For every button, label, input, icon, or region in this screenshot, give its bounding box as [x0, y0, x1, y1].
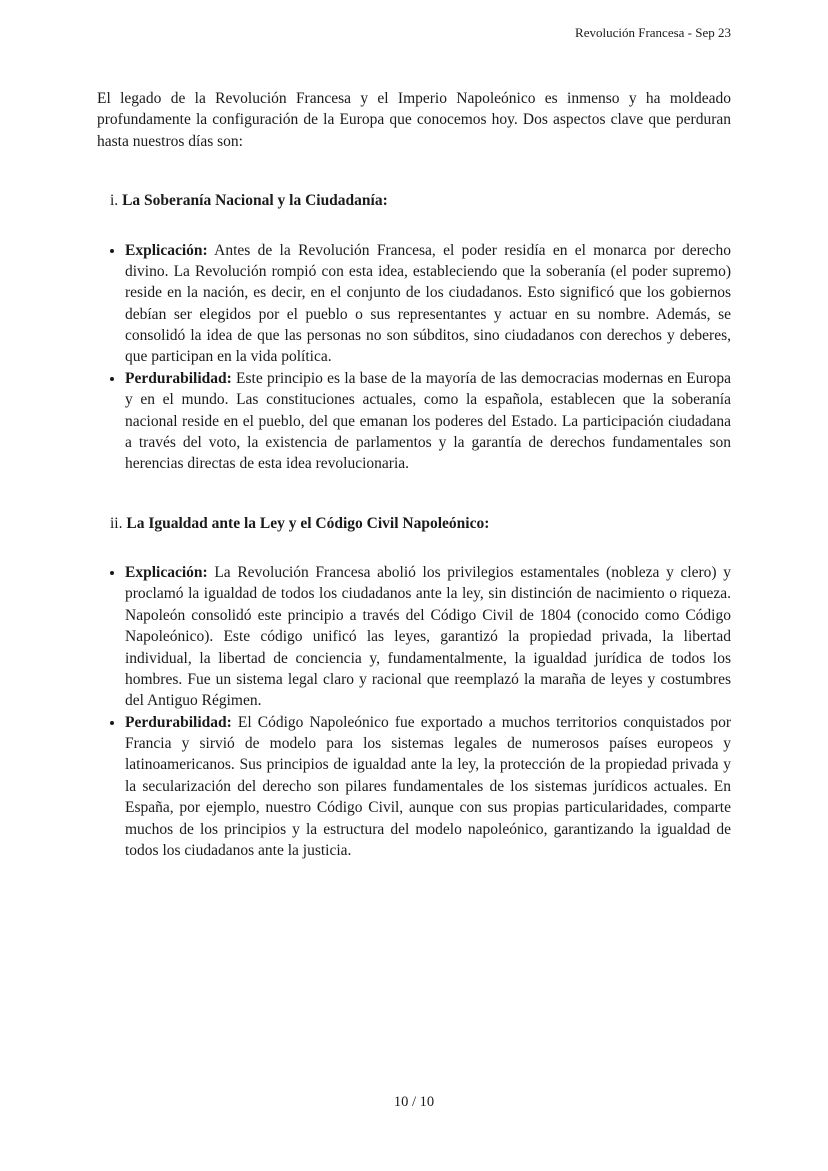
bullet-text: La Revolución Francesa abolió los privilegios estamentales (nobleza y clero) y proclamó la igualdad de todos los ciudadanos ante la ley, sin distinción de nacimiento o riqueza. Napoleón consolidó este principio a través del Código Civil de 1804 (conocido como Código Napoleónico). Este código unificó las leyes, garantizó la propiedad privada, la libertad individual, la libertad de conciencia y, fundamentalmente, la igualdad jurídica de todos los hombres. Fue un sistema legal claro y racional que reemplazó la maraña de leyes y costumbres del Antiguo Régimen.: [125, 564, 731, 710]
bullet-text: Antes de la Revolución Francesa, el poder residía en el monarca por derecho divino. La Revolución rompió con esta idea, estableciendo que la soberanía (el poder supremo) reside en la nación, es decir, en el conjunto de los ciudadanos. Esto significó que los gobiernos debían ser elegidos por el pueblo o sus representantes y actuar en su nombre. Además, se consolidó la idea de que las personas no son súbditos, sino ciudadanos con derechos y deberes, que participan en la vida política.: [125, 241, 731, 366]
page-footer: [0, 1092, 828, 1112]
bullet-item: [125, 368, 731, 475]
section-title: La Soberanía Nacional y la Ciudadanía:: [122, 192, 388, 210]
section-number: ii.: [110, 514, 123, 532]
section-equality: [97, 513, 731, 862]
page-number: 10 / 10: [393, 1094, 435, 1110]
bullet-item: [125, 712, 731, 862]
bullet-label: Explicación:: [125, 241, 208, 259]
bullet-label: Explicación:: [125, 564, 208, 581]
section-heading: [97, 513, 731, 534]
bullet-list: [97, 562, 731, 861]
bullet-label: Perdurabilidad:: [125, 713, 232, 731]
bullet-list: [97, 240, 731, 475]
section-sovereignty: [97, 190, 731, 475]
document-content: [97, 88, 731, 861]
section-number: i.: [110, 192, 119, 210]
bullet-item: [125, 562, 731, 712]
page-header: [97, 24, 731, 42]
bullet-item: [125, 240, 731, 368]
intro-paragraph: El legado de la Revolución Francesa y el Imperio Napoleónico es inmenso y ha moldeado profundamente la configuración de la Europa que conocemos hoy. Dos aspectos clave que perduran hasta nuestros días son:: [97, 90, 731, 150]
section-heading: [97, 190, 731, 211]
bullet-text: El Código Napoleónico fue exportado a muchos territorios conquistados por Francia y sirvió de modelo para los sistemas legales de numerosos países europeos y latinoamericanos. Sus principios de igualdad ante la ley, la protección de la propiedad privada y la secularización del derecho son pilares fundamentales de los sistemas jurídicos actuales. En España, por ejemplo, nuestro Código Civil, aunque con sus propias particularidades, comparte muchos de los principios y la estructura del modelo napoleónico, garantizando la igualdad de todos los ciudadanos ante la justicia.: [125, 713, 732, 859]
header-title: Revolución Francesa - Sep 23: [575, 25, 731, 40]
section-title: La Igualdad ante la Ley y el Código Civil Napoleónico:: [126, 514, 490, 532]
bullet-text: Este principio es la base de la mayoría de las democracias modernas en Europa y en el mundo. Las constituciones actuales, como la española, establecen que la soberanía nacional reside en el pueblo, del que emanan los poderes del Estado. La participación ciudadana a través del voto, la existencia de parlamentos y la garantía de derechos fundamentales son herencias directas de esta idea revolucionaria.: [125, 369, 732, 473]
bullet-label: Perdurabilidad:: [125, 369, 232, 387]
